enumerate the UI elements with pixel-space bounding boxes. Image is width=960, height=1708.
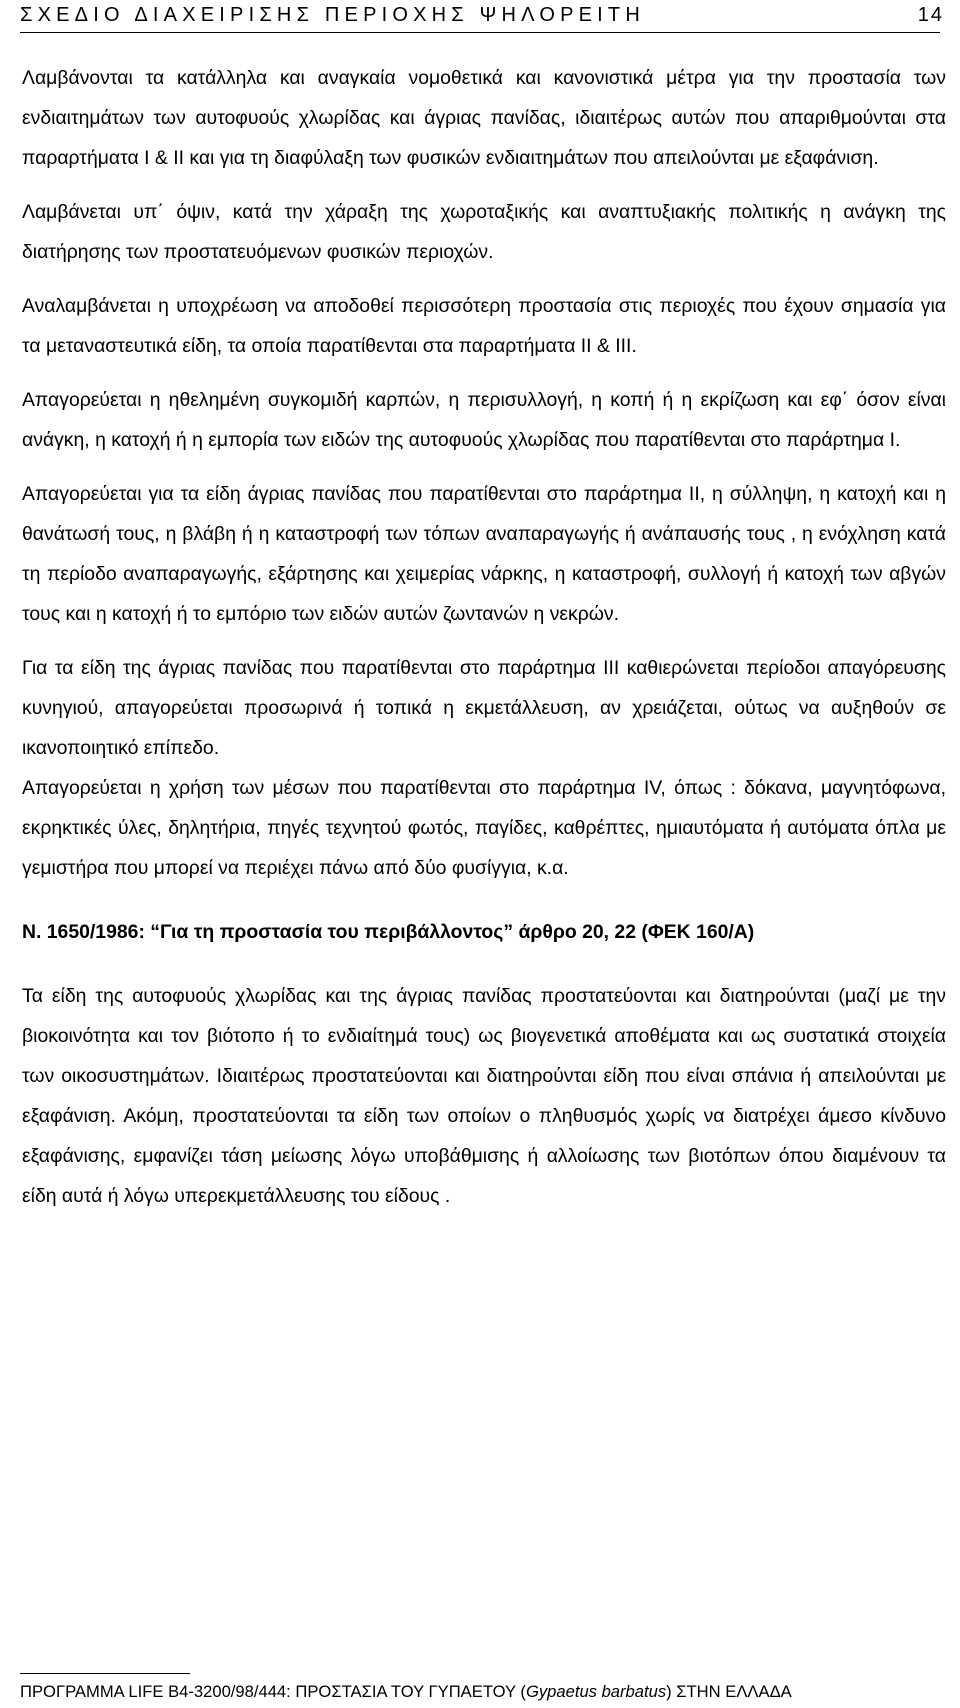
page-number: 14 xyxy=(917,4,944,26)
document-body xyxy=(22,58,946,1230)
paragraph: Απαγορεύεται η ηθελημένη συγκομιδή καρπών, η περισυλλογή, η κοπή ή η εκρίζωση και εφ΄ όσον είναι ανάγκη, η κατοχή ή η εμπορία των ειδών της αυτοφυούς χλωρίδας που παρατίθενται στο παράρτημα Ι. xyxy=(22,389,946,451)
page-header xyxy=(20,2,944,36)
paragraph: Για τα είδη της άγριας πανίδας που παρατίθενται στο παράρτημα ΙΙΙ καθιερώνεται περίοδοι απαγόρευσης κυνηγιού, απαγορεύεται προσωρινά ή τοπικά η εκμετάλλευση, αν χρειάζεται, ούτως να αυξηθούν σε ικανοποιητικό επίπεδο. xyxy=(22,657,946,759)
page-footer xyxy=(20,1682,940,1702)
paragraph: Απαγορεύεται για τα είδη άγριας πανίδας που παρατίθενται στο παράρτημα ΙΙ, η σύλληψη, η κατοχή και η θανάτωσή τους, η βλάβη ή η καταστροφή των τόπων αναπαραγωγής ή ανάπαυσής τους , η ενόχληση κατά τη περίοδο αναπαραγωγής, εξάρτησης και χειμερίας νάρκης, η καταστροφή, συλλογή ή κατοχή των αβγών τους και η κατοχή ή το εμπόριο των ειδών αυτών ζωντανών η νεκρών. xyxy=(22,483,946,625)
paragraph: Απαγορεύεται η χρήση των μέσων που παρατίθενται στο παράρτημα ΙV, όπως : δόκανα, μαγνητόφωνα, εκρηκτικές ύλες, δηλητήρια, πηγές τεχνητού φωτός, παγίδες, καθρέπτες, ημιαυτόματα ή αυτόματα όπλα με γεμιστήρα που μπορεί να περιέχει πάνω από δύο φυσίγγια, κ.α. xyxy=(22,777,946,879)
paragraph: Λαμβάνονται τα κατάλληλα και αναγκαία νομοθετικά και κανονιστικά μέτρα για την προστασία των ενδιαιτημάτων των αυτοφυούς χλωρίδας και άγριας πανίδας, ιδιαιτέρως αυτών που απαριθμούνται στα παραρτήματα Ι & ΙΙ και για τη διαφύλαξη των φυσικών ενδιαιτημάτων που απειλούνται με εξαφάνιση. xyxy=(22,67,946,169)
footer-suffix: ) ΣΤΗΝ ΕΛΛΑΔΑ xyxy=(666,1682,792,1701)
footer-divider xyxy=(20,1673,190,1674)
paragraph: Τα είδη της αυτοφυούς χλωρίδας και της άγριας πανίδας προστατεύονται και διατηρούνται (μαζί με την βιοκοινότητα και τον βιότοπο ή το ενδιαίτημά τους) ως βιογενετικά αποθέματα και ως συστατικά στοιχεία των οικοσυστημάτων. Ιδιαιτέρως προστατεύονται και διατηρούνται είδη που είναι σπάνια ή απειλούνται με εξαφάνιση. Ακόμη, προστατεύονται τα είδη των οποίων ο πληθυσμός χωρίς να διατρέχει άμεσο κίνδυνο εξαφάνισης, εμφανίζει τάση μείωσης λόγω υποβάθμισης ή αλλοίωσης των βιοτόπων όπου διαμένουν τα είδη αυτά ή λόγω υπερεκμετάλλευσης του είδους . xyxy=(22,985,946,1207)
document-title: ΣΧΕΔΙΟ ΔΙΑΧΕΙΡΙΣΗΣ ΠΕΡΙΟΧΗΣ ΨΗΛΟΡΕΙΤΗ xyxy=(20,4,645,26)
header-divider xyxy=(20,32,940,33)
footer-species: Gypaetus barbatus xyxy=(525,1682,667,1701)
footer-prefix: ΠΡΟΓΡΑΜΜΑ LIFE B4-3200/98/444: ΠΡΟΣΤΑΣΙΑ ΤΟΥ ΓΥΠΑΕΤΟΥ ( xyxy=(20,1682,526,1701)
law-heading: Ν. 1650/1986: “Για τη προστασία του περιβάλλοντος” άρθρο 20, 22 (ΦΕΚ 160/Α) xyxy=(22,921,755,943)
paragraph: Αναλαμβάνεται η υποχρέωση να αποδοθεί περισσότερη προστασία στις περιοχές που έχουν σημασία για τα μεταναστευτικά είδη, τα οποία παρατίθενται στα παραρτήματα ΙΙ & ΙΙΙ. xyxy=(22,295,946,357)
paragraph: Λαμβάνεται υπ΄ όψιν, κατά την χάραξη της χωροταξικής και αναπτυξιακής πολιτικής η ανάγκη της διατήρησης των προστατευόμενων φυσικών περιοχών. xyxy=(22,201,946,263)
